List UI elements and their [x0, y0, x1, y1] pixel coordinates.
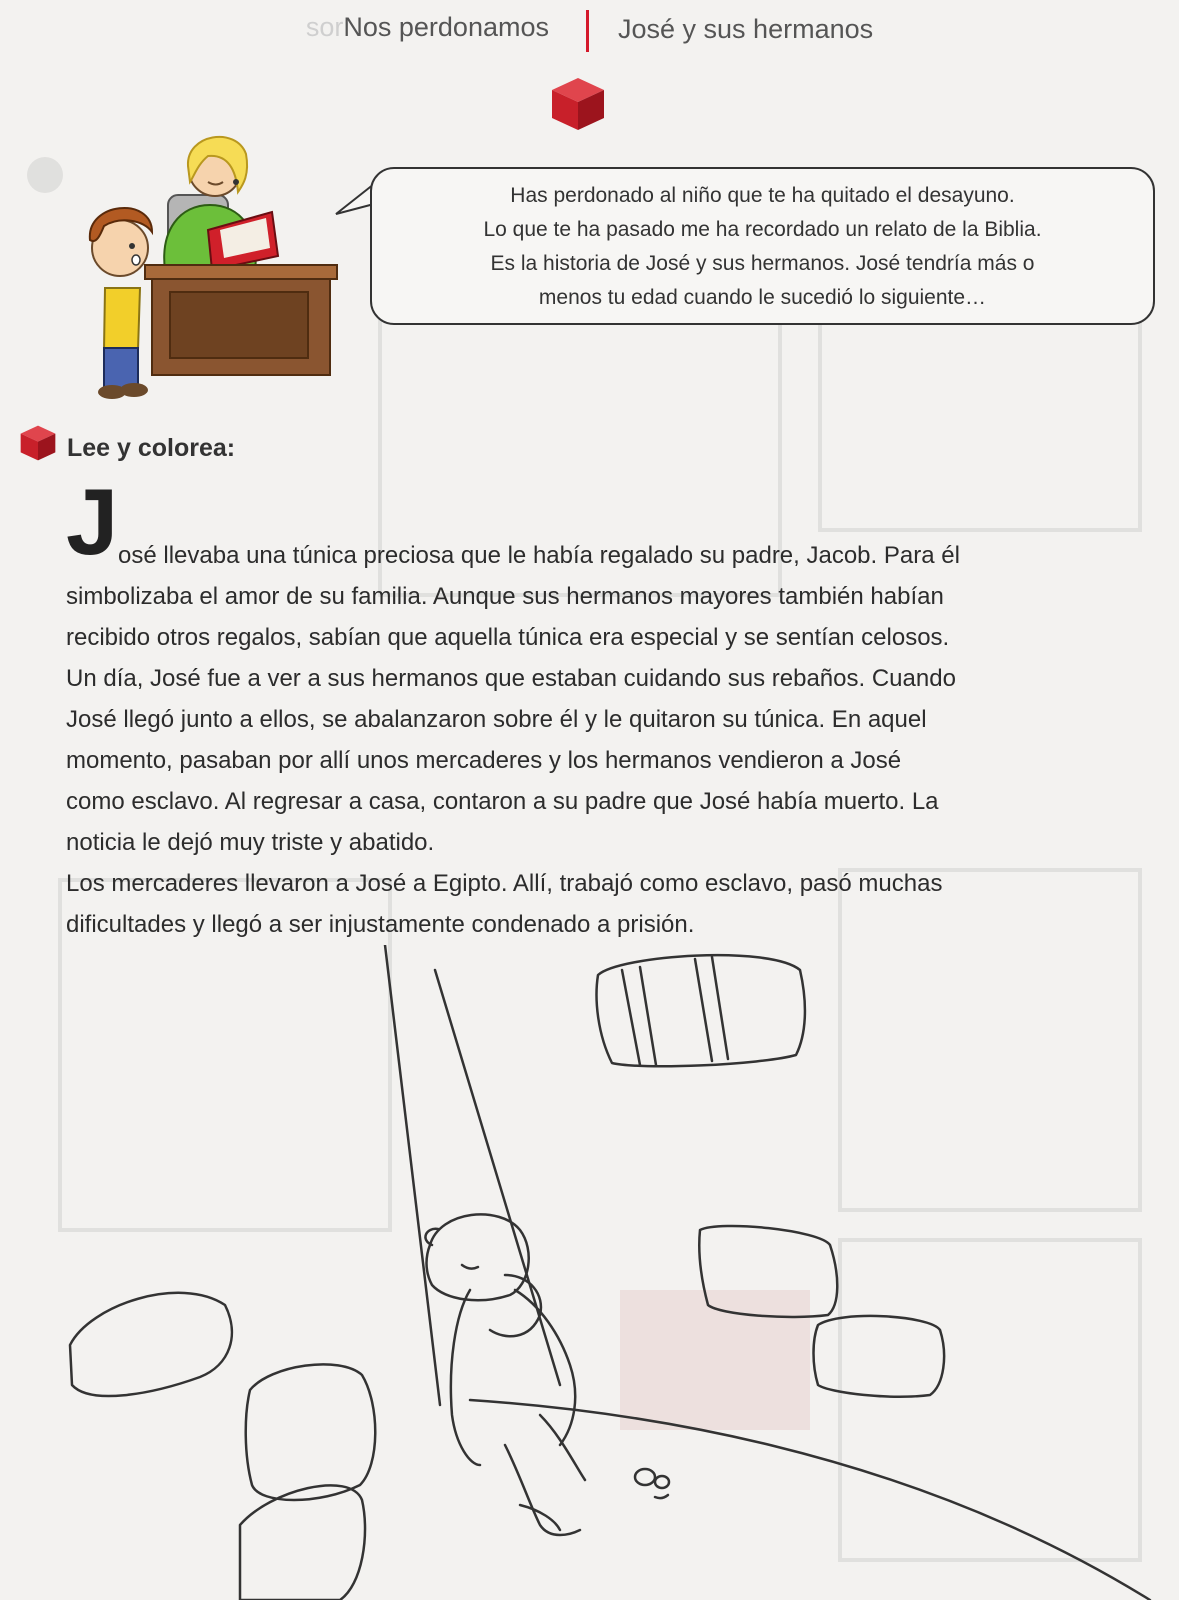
story-line: Los mercaderes llevaron a José a Egipto. Allí, trabajó como esclavo, pasó muchas: [66, 870, 943, 897]
story-line: Un día, José fue a ver a sus hermanos que estaban cuidando sus rebaños. Cuando: [66, 665, 956, 692]
story-line: dificultades y llegó a ser injustamente condenado a prisión.: [66, 911, 695, 938]
header-section-right: José y sus hermanos: [618, 14, 874, 44]
speech-bubble-text: [372, 179, 1153, 315]
header-section-left: sorNos perdonamos: [305, 12, 549, 42]
prison-cell-drawing: [0, 945, 1179, 1600]
activity-title: Lee y colorea:: [67, 434, 236, 462]
story-line: José llegó junto a ellos, se abalanzaron sobre él y le quitaron su túnica. En aquel: [66, 706, 927, 733]
speech-line: menos tu edad cuando le sucedió lo siguiente…: [538, 286, 987, 309]
story-line: como esclavo. Al regresar a casa, contaron a su padre que José había muerto. La: [66, 788, 939, 815]
story-line: momento, pasaban por allí unos mercaderes y los hermanos vendieron a José: [66, 747, 902, 774]
page-header: [0, 10, 1179, 54]
speech-line: Lo que te ha pasado me ha recordado un relato de la Biblia.: [483, 218, 1042, 241]
speech-line: Es la historia de José y sus hermanos. José tendría más o: [490, 252, 1035, 275]
story-line: recibido otros regalos, sabían que aquella túnica era especial y se sentían celosos.: [66, 624, 950, 651]
header-divider: [586, 10, 589, 52]
teacher-and-boy-illustration: [60, 120, 360, 410]
story-text: [66, 535, 1156, 945]
drop-cap: J: [66, 469, 119, 574]
story-line: noticia le dejó muy triste y abatido.: [66, 829, 435, 856]
speech-bubble: [370, 167, 1155, 325]
story-line: simbolizaba el amor de su familia. Aunque sus hermanos mayores también habían: [66, 583, 944, 610]
boy-icon: [90, 208, 152, 399]
speech-line: Has perdonado al niño que te ha quitado el desayuno.: [510, 184, 1015, 207]
cube-icon: [18, 423, 58, 463]
desk-icon: [145, 265, 337, 375]
story-line: osé llevaba una túnica preciosa que le había regalado su padre, Jacob. Para él: [118, 542, 960, 569]
cube-icon: [548, 74, 608, 134]
